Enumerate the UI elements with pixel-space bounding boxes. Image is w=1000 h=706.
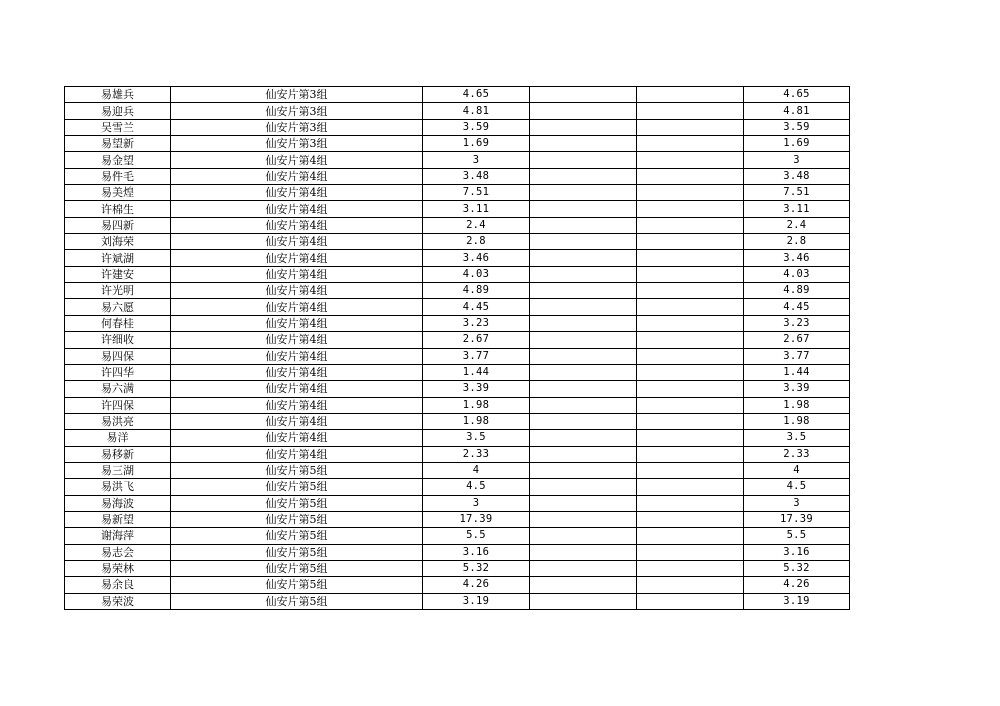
value-cell: 2.4 xyxy=(423,217,530,233)
value-cell: 3.59 xyxy=(423,119,530,135)
table-row xyxy=(65,168,850,184)
group-cell: 仙安片第4组 xyxy=(171,217,423,233)
group-cell: 仙安片第3组 xyxy=(171,103,423,119)
value-cell: 4.89 xyxy=(423,283,530,299)
name-cell: 易迎兵 xyxy=(65,103,171,119)
empty-cell xyxy=(637,136,744,152)
total-cell: 4.26 xyxy=(744,577,850,593)
empty-cell xyxy=(530,266,637,282)
value-cell: 17.39 xyxy=(423,511,530,527)
name-cell: 易美煌 xyxy=(65,185,171,201)
total-cell: 2.8 xyxy=(744,234,850,250)
empty-cell xyxy=(637,348,744,364)
total-cell: 3.5 xyxy=(744,430,850,446)
total-cell: 3.48 xyxy=(744,168,850,184)
name-cell: 易三湖 xyxy=(65,462,171,478)
total-cell: 3.16 xyxy=(744,544,850,560)
name-cell: 易件毛 xyxy=(65,168,171,184)
total-cell: 3.46 xyxy=(744,250,850,266)
empty-cell xyxy=(637,299,744,315)
group-cell: 仙安片第4组 xyxy=(171,234,423,250)
table-row xyxy=(65,283,850,299)
group-cell: 仙安片第3组 xyxy=(171,136,423,152)
empty-cell xyxy=(637,152,744,168)
group-cell: 仙安片第4组 xyxy=(171,283,423,299)
total-cell: 4.45 xyxy=(744,299,850,315)
empty-cell xyxy=(530,446,637,462)
empty-cell xyxy=(530,511,637,527)
empty-cell xyxy=(530,87,637,103)
empty-cell xyxy=(637,217,744,233)
name-cell: 易荣林 xyxy=(65,560,171,576)
value-cell: 5.32 xyxy=(423,560,530,576)
table-row xyxy=(65,577,850,593)
name-cell: 易荣波 xyxy=(65,593,171,609)
total-cell: 1.98 xyxy=(744,397,850,413)
group-cell: 仙安片第5组 xyxy=(171,511,423,527)
table-row xyxy=(65,315,850,331)
total-cell: 4.81 xyxy=(744,103,850,119)
value-cell: 2.33 xyxy=(423,446,530,462)
empty-cell xyxy=(530,544,637,560)
value-cell: 2.8 xyxy=(423,234,530,250)
table-row xyxy=(65,544,850,560)
group-cell: 仙安片第4组 xyxy=(171,446,423,462)
group-cell: 仙安片第4组 xyxy=(171,381,423,397)
table-row xyxy=(65,266,850,282)
group-cell: 仙安片第4组 xyxy=(171,250,423,266)
total-cell: 3.19 xyxy=(744,593,850,609)
name-cell: 许光明 xyxy=(65,283,171,299)
empty-cell xyxy=(637,364,744,380)
value-cell: 4.65 xyxy=(423,87,530,103)
data-table xyxy=(64,86,850,610)
group-cell: 仙安片第4组 xyxy=(171,413,423,429)
value-cell: 4 xyxy=(423,462,530,478)
empty-cell xyxy=(530,462,637,478)
name-cell: 易洋 xyxy=(65,430,171,446)
name-cell: 易志会 xyxy=(65,544,171,560)
group-cell: 仙安片第4组 xyxy=(171,152,423,168)
table-row xyxy=(65,364,850,380)
table-row xyxy=(65,495,850,511)
group-cell: 仙安片第4组 xyxy=(171,348,423,364)
empty-cell xyxy=(530,299,637,315)
name-cell: 易六愿 xyxy=(65,299,171,315)
total-cell: 1.69 xyxy=(744,136,850,152)
empty-cell xyxy=(637,103,744,119)
empty-cell xyxy=(637,234,744,250)
total-cell: 2.33 xyxy=(744,446,850,462)
empty-cell xyxy=(637,185,744,201)
value-cell: 1.69 xyxy=(423,136,530,152)
empty-cell xyxy=(530,528,637,544)
empty-cell xyxy=(637,119,744,135)
value-cell: 3.19 xyxy=(423,593,530,609)
empty-cell xyxy=(530,413,637,429)
empty-cell xyxy=(530,315,637,331)
total-cell: 1.98 xyxy=(744,413,850,429)
empty-cell xyxy=(637,479,744,495)
table-row xyxy=(65,103,850,119)
table-row xyxy=(65,348,850,364)
table-row xyxy=(65,381,850,397)
group-cell: 仙安片第5组 xyxy=(171,577,423,593)
group-cell: 仙安片第4组 xyxy=(171,315,423,331)
group-cell: 仙安片第5组 xyxy=(171,560,423,576)
value-cell: 3.46 xyxy=(423,250,530,266)
table-row xyxy=(65,397,850,413)
total-cell: 1.44 xyxy=(744,364,850,380)
empty-cell xyxy=(637,462,744,478)
name-cell: 许棉生 xyxy=(65,201,171,217)
value-cell: 4.81 xyxy=(423,103,530,119)
empty-cell xyxy=(530,234,637,250)
empty-cell xyxy=(530,201,637,217)
table-row xyxy=(65,593,850,609)
empty-cell xyxy=(637,266,744,282)
group-cell: 仙安片第5组 xyxy=(171,544,423,560)
empty-cell xyxy=(530,185,637,201)
table-row xyxy=(65,430,850,446)
table-row xyxy=(65,87,850,103)
empty-cell xyxy=(637,430,744,446)
value-cell: 4.45 xyxy=(423,299,530,315)
empty-cell xyxy=(530,283,637,299)
total-cell: 4.65 xyxy=(744,87,850,103)
total-cell: 4.03 xyxy=(744,266,850,282)
total-cell: 4.5 xyxy=(744,479,850,495)
group-cell: 仙安片第4组 xyxy=(171,201,423,217)
empty-cell xyxy=(530,136,637,152)
value-cell: 1.98 xyxy=(423,397,530,413)
empty-cell xyxy=(530,119,637,135)
group-cell: 仙安片第4组 xyxy=(171,266,423,282)
empty-cell xyxy=(530,430,637,446)
empty-cell xyxy=(637,201,744,217)
total-cell: 3.11 xyxy=(744,201,850,217)
group-cell: 仙安片第4组 xyxy=(171,397,423,413)
empty-cell xyxy=(637,577,744,593)
name-cell: 易移新 xyxy=(65,446,171,462)
name-cell: 易洪飞 xyxy=(65,479,171,495)
group-cell: 仙安片第5组 xyxy=(171,593,423,609)
value-cell: 4.26 xyxy=(423,577,530,593)
total-cell: 3.77 xyxy=(744,348,850,364)
empty-cell xyxy=(530,152,637,168)
total-cell: 5.5 xyxy=(744,528,850,544)
total-cell: 5.32 xyxy=(744,560,850,576)
empty-cell xyxy=(530,332,637,348)
total-cell: 2.67 xyxy=(744,332,850,348)
empty-cell xyxy=(637,446,744,462)
value-cell: 1.98 xyxy=(423,413,530,429)
empty-cell xyxy=(530,250,637,266)
empty-cell xyxy=(637,413,744,429)
name-cell: 刘海荣 xyxy=(65,234,171,250)
empty-cell xyxy=(637,560,744,576)
table-row xyxy=(65,234,850,250)
value-cell: 3.39 xyxy=(423,381,530,397)
group-cell: 仙安片第4组 xyxy=(171,364,423,380)
table-row xyxy=(65,250,850,266)
group-cell: 仙安片第4组 xyxy=(171,168,423,184)
empty-cell xyxy=(530,593,637,609)
group-cell: 仙安片第4组 xyxy=(171,430,423,446)
total-cell: 17.39 xyxy=(744,511,850,527)
table-body xyxy=(65,87,850,610)
name-cell: 谢海萍 xyxy=(65,528,171,544)
table-row xyxy=(65,217,850,233)
table-row xyxy=(65,560,850,576)
empty-cell xyxy=(637,544,744,560)
group-cell: 仙安片第4组 xyxy=(171,332,423,348)
total-cell: 3 xyxy=(744,152,850,168)
table-row xyxy=(65,462,850,478)
table-row xyxy=(65,332,850,348)
empty-cell xyxy=(637,511,744,527)
name-cell: 易四新 xyxy=(65,217,171,233)
group-cell: 仙安片第5组 xyxy=(171,528,423,544)
name-cell: 易海波 xyxy=(65,495,171,511)
name-cell: 易余良 xyxy=(65,577,171,593)
group-cell: 仙安片第4组 xyxy=(171,299,423,315)
name-cell: 易六满 xyxy=(65,381,171,397)
name-cell: 易望新 xyxy=(65,136,171,152)
empty-cell xyxy=(637,168,744,184)
group-cell: 仙安片第4组 xyxy=(171,185,423,201)
value-cell: 4.03 xyxy=(423,266,530,282)
empty-cell xyxy=(530,381,637,397)
total-cell: 4 xyxy=(744,462,850,478)
name-cell: 易金望 xyxy=(65,152,171,168)
total-cell: 2.4 xyxy=(744,217,850,233)
name-cell: 吴雪兰 xyxy=(65,119,171,135)
empty-cell xyxy=(637,381,744,397)
total-cell: 3.39 xyxy=(744,381,850,397)
group-cell: 仙安片第5组 xyxy=(171,462,423,478)
empty-cell xyxy=(530,364,637,380)
group-cell: 仙安片第3组 xyxy=(171,119,423,135)
name-cell: 许四保 xyxy=(65,397,171,413)
total-cell: 3.23 xyxy=(744,315,850,331)
value-cell: 3.48 xyxy=(423,168,530,184)
name-cell: 易雄兵 xyxy=(65,87,171,103)
empty-cell xyxy=(530,217,637,233)
table-row xyxy=(65,185,850,201)
value-cell: 1.44 xyxy=(423,364,530,380)
name-cell: 许四华 xyxy=(65,364,171,380)
value-cell: 7.51 xyxy=(423,185,530,201)
value-cell: 3 xyxy=(423,495,530,511)
empty-cell xyxy=(637,593,744,609)
value-cell: 4.5 xyxy=(423,479,530,495)
empty-cell xyxy=(530,495,637,511)
group-cell: 仙安片第3组 xyxy=(171,87,423,103)
name-cell: 许细收 xyxy=(65,332,171,348)
empty-cell xyxy=(530,397,637,413)
value-cell: 3.16 xyxy=(423,544,530,560)
table-row xyxy=(65,201,850,217)
value-cell: 3 xyxy=(423,152,530,168)
empty-cell xyxy=(530,577,637,593)
table-row xyxy=(65,479,850,495)
table-row xyxy=(65,511,850,527)
empty-cell xyxy=(530,479,637,495)
total-cell: 3.59 xyxy=(744,119,850,135)
name-cell: 易四保 xyxy=(65,348,171,364)
total-cell: 4.89 xyxy=(744,283,850,299)
empty-cell xyxy=(637,528,744,544)
table-row xyxy=(65,136,850,152)
value-cell: 2.67 xyxy=(423,332,530,348)
table-row xyxy=(65,413,850,429)
name-cell: 易洪亮 xyxy=(65,413,171,429)
value-cell: 3.23 xyxy=(423,315,530,331)
empty-cell xyxy=(637,315,744,331)
name-cell: 许斌湖 xyxy=(65,250,171,266)
empty-cell xyxy=(637,283,744,299)
table-row xyxy=(65,152,850,168)
empty-cell xyxy=(637,332,744,348)
table-row xyxy=(65,528,850,544)
value-cell: 3.5 xyxy=(423,430,530,446)
value-cell: 3.77 xyxy=(423,348,530,364)
empty-cell xyxy=(530,560,637,576)
table-row xyxy=(65,299,850,315)
empty-cell xyxy=(637,397,744,413)
empty-cell xyxy=(637,495,744,511)
total-cell: 7.51 xyxy=(744,185,850,201)
name-cell: 许建安 xyxy=(65,266,171,282)
empty-cell xyxy=(637,87,744,103)
table-row xyxy=(65,446,850,462)
empty-cell xyxy=(530,103,637,119)
group-cell: 仙安片第5组 xyxy=(171,479,423,495)
total-cell: 3 xyxy=(744,495,850,511)
empty-cell xyxy=(637,250,744,266)
name-cell: 何春桂 xyxy=(65,315,171,331)
table-row xyxy=(65,119,850,135)
value-cell: 3.11 xyxy=(423,201,530,217)
name-cell: 易新望 xyxy=(65,511,171,527)
empty-cell xyxy=(530,168,637,184)
empty-cell xyxy=(530,348,637,364)
value-cell: 5.5 xyxy=(423,528,530,544)
group-cell: 仙安片第5组 xyxy=(171,495,423,511)
